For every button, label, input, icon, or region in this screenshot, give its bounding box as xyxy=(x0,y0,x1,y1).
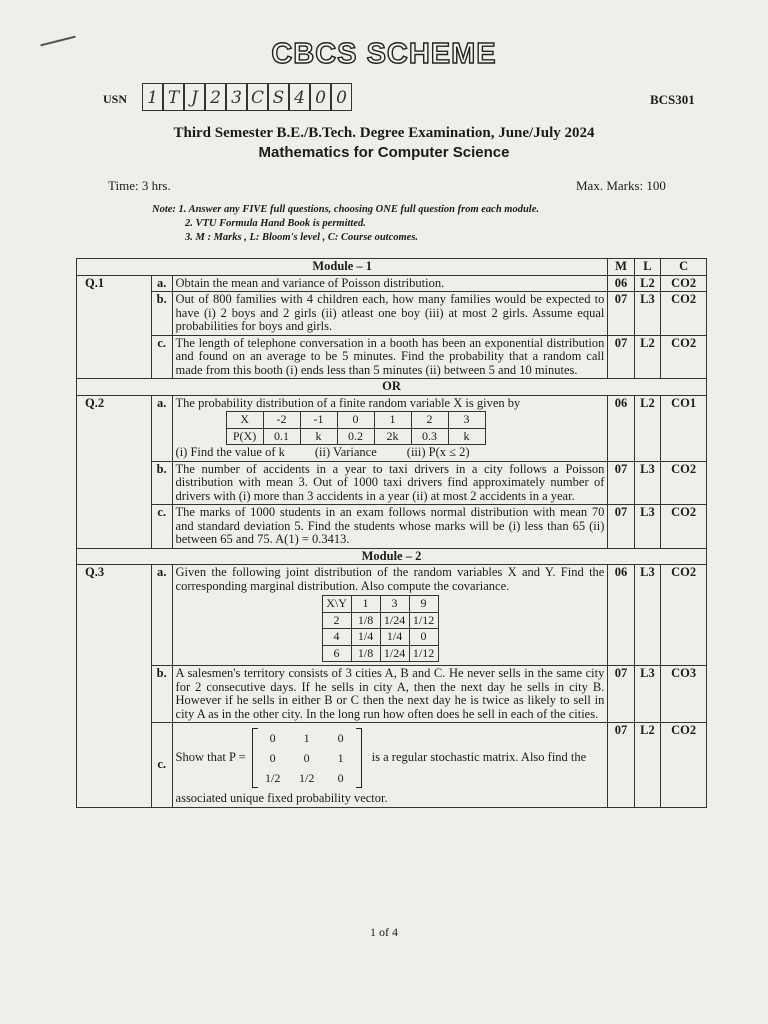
joint-cell: X\Y xyxy=(322,596,351,613)
outcome-cell: CO2 xyxy=(661,505,707,549)
module-title: Module – 1 xyxy=(77,259,608,276)
matrix-entry: 0 xyxy=(337,771,344,785)
usn-char: 1 xyxy=(142,83,163,111)
prob-cell: -1 xyxy=(300,412,337,429)
prob-cell: k xyxy=(300,428,337,445)
prob-cell: k xyxy=(448,428,485,445)
joint-cell: 1/24 xyxy=(380,612,409,629)
question-number: Q.2 xyxy=(77,395,152,548)
level-cell: L3 xyxy=(634,292,661,336)
matrix-entry: 1 xyxy=(337,751,344,765)
prob-cell: 0.1 xyxy=(263,428,300,445)
question-row xyxy=(77,395,707,461)
marks-cell: 06 xyxy=(608,275,634,292)
module-header-row xyxy=(77,548,707,565)
usn-char: T xyxy=(163,83,184,111)
outcome-cell: CO2 xyxy=(661,335,707,379)
note-line: Note: 1. Answer any FIVE full questions, choosing ONE full question from each module. xyxy=(152,204,539,215)
matrix-line xyxy=(176,724,605,792)
level-cell: L3 xyxy=(634,505,661,549)
joint-row xyxy=(322,629,438,646)
joint-cell: 1/8 xyxy=(351,612,380,629)
probability-header-row xyxy=(226,412,485,429)
matrix-trail-text: is a regular stochastic matrix. Also find the xyxy=(371,750,587,765)
matrix-entry: 1/2 xyxy=(299,771,315,785)
usn-char: 3 xyxy=(226,83,247,111)
matrix-entry: 1/2 xyxy=(265,771,281,785)
level-cell: L2 xyxy=(634,395,661,461)
max-marks: Max. Marks: 100 xyxy=(576,178,666,193)
marks-cell: 07 xyxy=(608,335,634,379)
col-outcome: C xyxy=(661,259,707,276)
prob-cell: 0 xyxy=(337,412,374,429)
question-intro: Given the following joint distribution of the random variables X and Y. Find the corresponding marginal distribution. Also compute the covariance. xyxy=(175,565,605,593)
question-row xyxy=(77,505,707,549)
sub-question: (iii) P(x ≤ 2) xyxy=(406,445,470,459)
prob-cell: 2k xyxy=(374,428,411,445)
prob-cell: X xyxy=(226,412,263,429)
exam-title: Third Semester B.E./B.Tech. Degree Examination, June/July 2024 xyxy=(173,125,595,141)
question-text: The marks of 1000 students in an exam follows normal distribution with mean 70 and standard deviation 5. Find the students whose marks will be (i) less than 65 (ii) between 65 and 75. A(1) = 0.3413. xyxy=(172,505,608,549)
usn-char: 0 xyxy=(310,83,331,111)
level-cell: L2 xyxy=(634,275,661,292)
marks-cell: 07 xyxy=(608,461,634,505)
question-table xyxy=(76,258,707,808)
usn-char: 4 xyxy=(289,83,310,111)
joint-cell: 1/8 xyxy=(351,645,380,662)
prob-cell: 3 xyxy=(448,412,485,429)
joint-cell: 3 xyxy=(380,596,409,613)
joint-cell: 1 xyxy=(351,596,380,613)
instructions xyxy=(152,203,539,245)
joint-cell: 6 xyxy=(322,645,351,662)
usn-label: USN xyxy=(103,92,128,106)
joint-cell: 1/4 xyxy=(351,629,380,646)
question-text xyxy=(172,723,608,808)
question-text: Out of 800 families with 4 children each, how many families would be expected to have (i) 2 boys and 2 girls (ii) atleast one boy (iii) at most 2 girls. Assume equal probabilities for boys and girls. xyxy=(172,292,608,336)
outcome-cell: CO2 xyxy=(661,723,707,808)
col-level: L xyxy=(634,259,661,276)
question-row xyxy=(77,723,707,808)
part-label: b. xyxy=(151,666,172,723)
sub-question: (i) Find the value of k xyxy=(175,445,285,459)
prob-cell: 2 xyxy=(411,412,448,429)
module-header-row xyxy=(77,259,707,276)
or-label: OR xyxy=(77,379,707,396)
outcome-cell: CO2 xyxy=(661,275,707,292)
joint-header-row xyxy=(322,596,438,613)
question-row xyxy=(77,565,707,666)
question-number: Q.3 xyxy=(77,565,152,808)
marks-cell: 06 xyxy=(608,395,634,461)
question-intro: The probability distribution of a finite random variable X is given by xyxy=(175,395,521,410)
outcome-cell: CO2 xyxy=(661,292,707,336)
matrix-entry: 0 xyxy=(303,751,310,765)
marks-cell: 07 xyxy=(608,723,634,808)
subject-code: BCS301 xyxy=(650,92,695,107)
part-label: b. xyxy=(151,292,172,336)
level-cell: L3 xyxy=(634,565,661,666)
note-line: 3. M : Marks , L: Bloom's level , C: Course outcomes. xyxy=(185,232,419,243)
sub-question: (ii) Variance xyxy=(314,445,377,459)
or-row xyxy=(77,379,707,396)
part-label: c. xyxy=(151,723,172,808)
question-text: Obtain the mean and variance of Poisson distribution. xyxy=(172,275,608,292)
part-label: c. xyxy=(151,505,172,549)
part-label: a. xyxy=(151,275,172,292)
sub-questions xyxy=(176,446,605,460)
joint-cell: 9 xyxy=(409,596,438,613)
prob-cell: -2 xyxy=(263,412,300,429)
prob-cell: 0.2 xyxy=(337,428,374,445)
level-cell: L3 xyxy=(634,461,661,505)
level-cell: L3 xyxy=(634,666,661,723)
marks-cell: 07 xyxy=(608,666,634,723)
part-label: b. xyxy=(151,461,172,505)
usn-char: C xyxy=(247,83,268,111)
matrix-entry: 0 xyxy=(269,731,276,745)
question-text xyxy=(172,395,608,461)
matrix-lead-text: Show that P = xyxy=(175,750,246,765)
outcome-cell: CO1 xyxy=(661,395,707,461)
joint-cell: 1/24 xyxy=(380,645,409,662)
joint-cell: 1/12 xyxy=(409,645,438,662)
question-row xyxy=(77,461,707,505)
exam-duration: Time: 3 hrs. xyxy=(108,178,171,193)
question-row xyxy=(77,666,707,723)
joint-cell: 1/4 xyxy=(380,629,409,646)
outcome-cell: CO2 xyxy=(661,461,707,505)
joint-row xyxy=(322,612,438,629)
level-cell: L2 xyxy=(634,335,661,379)
level-cell: L2 xyxy=(634,723,661,808)
outcome-cell: CO3 xyxy=(661,666,707,723)
col-marks: M xyxy=(608,259,634,276)
outcome-cell: CO2 xyxy=(661,565,707,666)
joint-cell: 2 xyxy=(322,612,351,629)
stochastic-matrix xyxy=(252,728,362,788)
scheme-title: CBCS SCHEME xyxy=(271,38,497,70)
prob-cell: P(X) xyxy=(226,428,263,445)
subject-title: Mathematics for Computer Science xyxy=(258,144,510,161)
usn-char: 2 xyxy=(205,83,226,111)
marks-cell: 07 xyxy=(608,505,634,549)
question-text: A salesmen's territory consists of 3 cities A, B and C. He never sells in the same city for 2 consecutive days. If he sells in city A, then the next day he sells in city B. However if he sells in either B or C then the next day he is twice as likely to sell in city A as in the other city. In the long run how often does he sell in each of the cities. xyxy=(172,666,608,723)
joint-row xyxy=(322,645,438,662)
part-label: c. xyxy=(151,335,172,379)
question-text-end: associated unique fixed probability vector. xyxy=(175,791,388,805)
question-row xyxy=(77,275,707,292)
matrix-entry: 0 xyxy=(269,751,276,765)
usn-char: 0 xyxy=(331,83,352,111)
question-text: The length of telephone conversation in a booth has been an exponential distribution and found on an average to be 5 minutes. Find the probability that a random call made from this booth (i) ends less than 5 minutes (ii) between 5 and 10 minutes. xyxy=(172,335,608,379)
question-row xyxy=(77,292,707,336)
joint-cell: 1/12 xyxy=(409,612,438,629)
question-text: The number of accidents in a year to taxi drivers in a city follows a Poisson distribution with mean 3. Out of 1000 taxi drivers find approximately number of drivers with (i) more than 3 accidents in a year (ii) at most 2 accidents in a year. xyxy=(172,461,608,505)
question-text xyxy=(172,565,608,666)
matrix-entry: 0 xyxy=(337,731,344,745)
joint-distribution-table xyxy=(322,595,439,662)
joint-cell: 0 xyxy=(409,629,438,646)
probability-table xyxy=(226,411,486,445)
prob-cell: 1 xyxy=(374,412,411,429)
usn-char: S xyxy=(268,83,289,111)
part-label: a. xyxy=(151,395,172,461)
module-title: Module – 2 xyxy=(77,548,707,565)
joint-cell: 4 xyxy=(322,629,351,646)
marks-cell: 06 xyxy=(608,565,634,666)
prob-cell: 0.3 xyxy=(411,428,448,445)
probability-value-row xyxy=(226,428,485,445)
note-line: 2. VTU Formula Hand Book is permitted. xyxy=(185,218,366,229)
question-row xyxy=(77,335,707,379)
usn-boxes xyxy=(142,83,352,111)
matrix-entry: 1 xyxy=(303,731,310,745)
part-label: a. xyxy=(151,565,172,666)
question-number: Q.1 xyxy=(77,275,152,379)
usn-char: J xyxy=(184,83,205,111)
marks-cell: 07 xyxy=(608,292,634,336)
page-number: 1 of 4 xyxy=(370,925,398,939)
